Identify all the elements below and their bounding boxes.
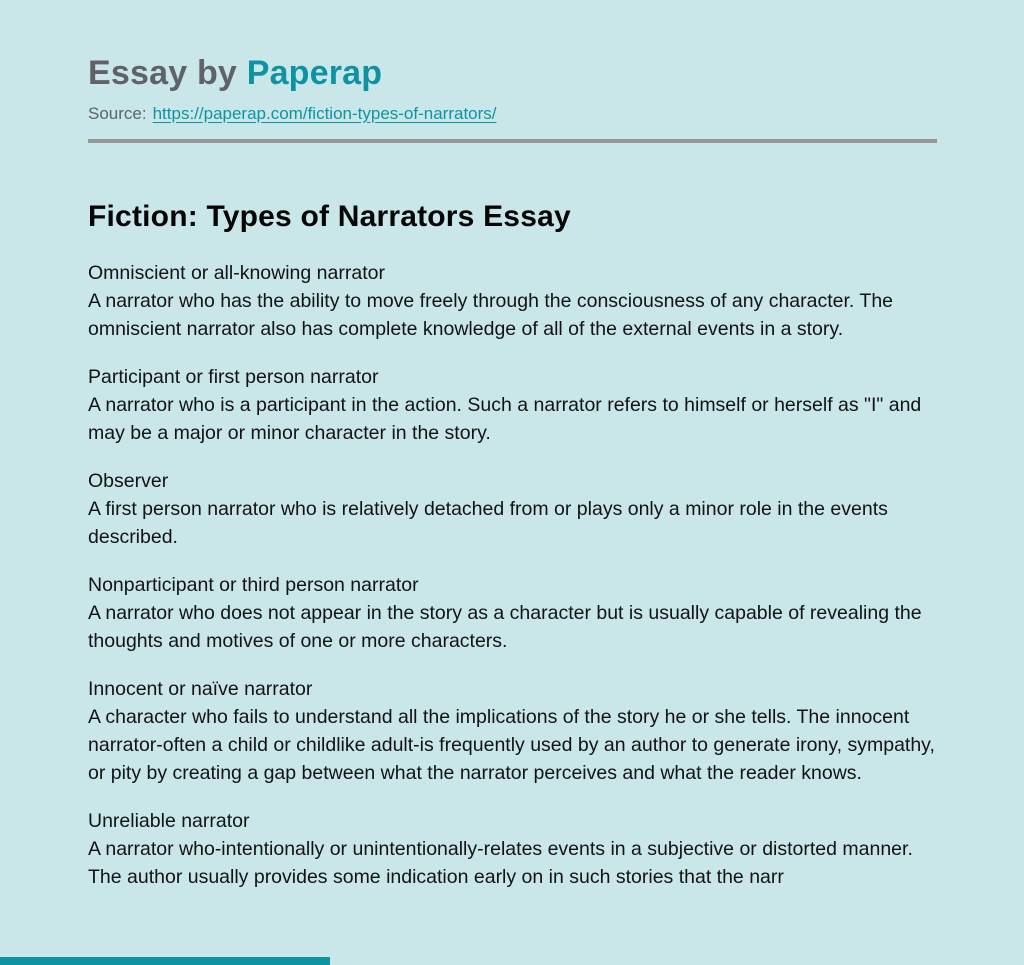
masthead <box>88 52 937 143</box>
essay-section <box>88 259 937 343</box>
brand-link[interactable]: Paperap <box>246 54 383 92</box>
section-body: A narrator who is a participant in the action. Such a narrator refers to himself or herself as "I" and may be a major or minor character in the story. <box>88 393 922 444</box>
section-body: A first person narrator who is relatively detached from or plays only a minor role in the events described. <box>88 497 888 548</box>
essay-section <box>88 675 937 787</box>
section-heading: Unreliable narrator <box>88 809 250 832</box>
essay-section <box>88 363 937 447</box>
site-title-prefix: Essay by <box>88 54 247 92</box>
source-row <box>88 103 937 125</box>
section-heading: Innocent or naïve narrator <box>88 677 313 700</box>
site-title <box>88 52 937 95</box>
source-url-link[interactable]: https://paperap.com/fiction-types-of-narrators/ <box>152 103 497 123</box>
section-body: A narrator who does not appear in the story as a character but is usually capable of revealing the thoughts and motives of one or more characters. <box>88 601 922 652</box>
section-body: A narrator who has the ability to move freely through the consciousness of any character. The omniscient narrator also has complete knowledge of all of the external events in a story. <box>88 289 894 340</box>
section-heading: Participant or first person narrator <box>88 365 379 388</box>
bottom-accent-bar <box>0 957 330 965</box>
essay-section <box>88 571 937 655</box>
section-heading: Observer <box>88 469 169 492</box>
essay-body <box>88 259 937 891</box>
essay-section <box>88 807 937 891</box>
essay-section <box>88 467 937 551</box>
source-label: Source: <box>88 103 147 123</box>
section-body: A character who fails to understand all the implications of the story he or she tells. The innocent narrator-often a child or childlike adult-is frequently used by an author to generate irony, sympathy, or pity by creating a gap between what the narrator perceives and what the reader knows. <box>88 705 935 784</box>
article-title: Fiction: Types of Narrators Essay <box>88 199 571 233</box>
divider <box>88 139 937 143</box>
section-body: A narrator who-intentionally or unintentionally-relates events in a subjective or distorted manner. The author usually provides some indication early on in such stories that the narr <box>88 837 913 888</box>
section-heading: Nonparticipant or third person narrator <box>88 573 419 596</box>
section-heading: Omniscient or all-knowing narrator <box>88 261 385 284</box>
